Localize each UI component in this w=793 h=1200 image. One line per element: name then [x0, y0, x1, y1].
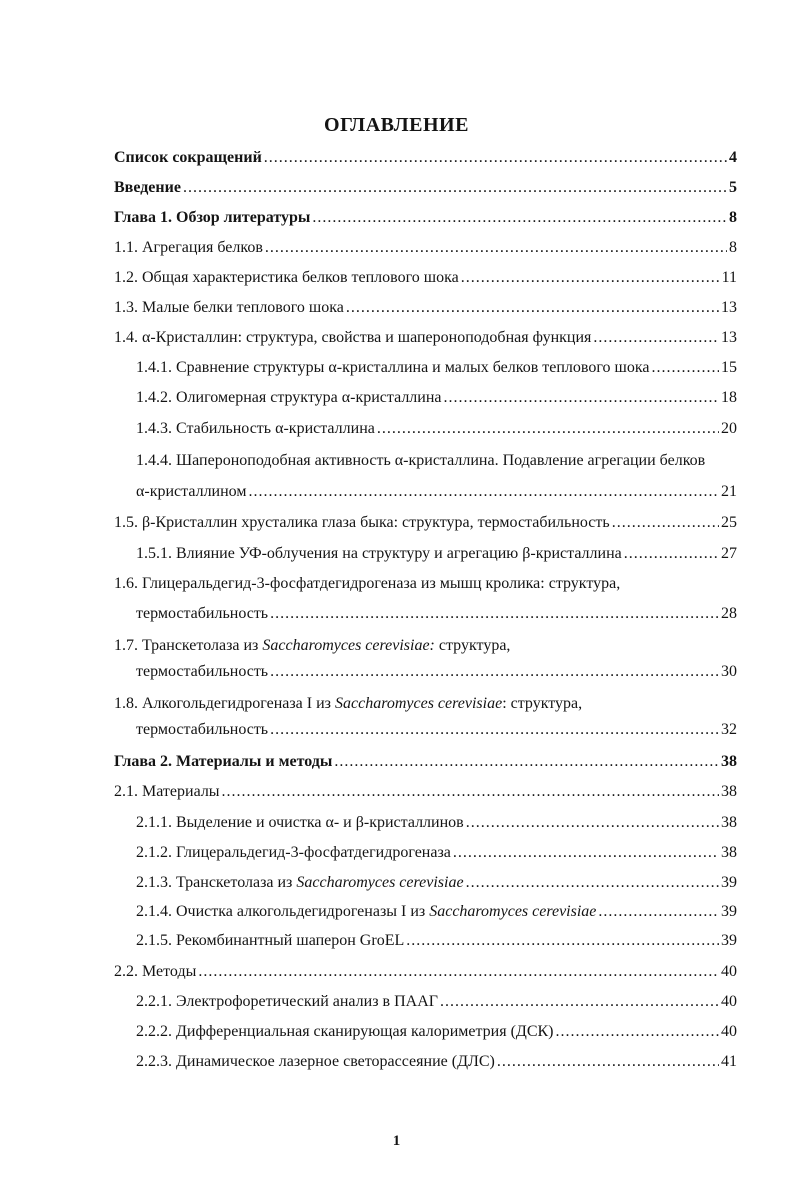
toc-page-number: 39 — [721, 932, 737, 949]
toc-entry — [114, 208, 737, 228]
toc-entry — [114, 513, 737, 533]
toc-entry-title: 2.2. Методы — [114, 963, 197, 980]
toc-leader-dots — [270, 720, 719, 740]
toc-page-number: 32 — [721, 721, 737, 738]
toc-leader-dots — [183, 178, 727, 198]
toc-leader-dots — [624, 544, 719, 564]
toc-entry-title: термостабильность — [136, 663, 269, 680]
toc-entry — [136, 813, 737, 833]
toc-entry-title: термостабильность — [136, 605, 269, 622]
toc-entry — [114, 752, 737, 772]
page-number: 1 — [392, 1133, 401, 1149]
toc-entry-title: Введение — [114, 179, 181, 196]
toc-entry-title: 1.5. β-Кристаллин хрусталика глаза быка: структура, термостабильность — [114, 514, 610, 531]
toc-entry-title: Глава 2. Материалы и методы — [114, 753, 333, 770]
toc-entry-title: 1.3. Малые белки теплового шока — [114, 299, 344, 316]
toc-page-number: 13 — [721, 329, 737, 346]
toc-page-number: 21 — [721, 483, 737, 500]
toc-entry — [136, 902, 737, 922]
toc-leader-dots — [497, 1052, 719, 1072]
toc-entry — [136, 544, 737, 564]
toc-entry-title: 2.2.2. Дифференциальная сканирующая калориметрия (ДСК) — [136, 1023, 554, 1040]
toc-entry-title: 2.1.3. Транскетолаза из Saccharomyces cerevisiae — [136, 874, 464, 891]
toc-leader-dots — [466, 813, 719, 833]
toc-entry — [136, 482, 737, 502]
toc-leader-dots — [598, 902, 719, 922]
toc-entry-title: 1.7. Транскетолаза из Saccharomyces cerevisiae: структура, — [114, 637, 511, 654]
toc-page-number: 25 — [721, 514, 737, 531]
toc-entry-title: 2.1.4. Очистка алкогольдегидрогеназы I из Saccharomyces cerevisiae — [136, 903, 597, 920]
toc-leader-dots — [264, 148, 727, 168]
toc-entry-title: 2.1.1. Выделение и очистка α- и β-кристаллинов — [136, 814, 464, 831]
toc-leader-dots — [270, 662, 719, 682]
toc-entry-title: 1.5.1. Влияние УФ-облучения на структуру и агрегацию β-кристаллина — [136, 545, 622, 562]
toc-page-number: 38 — [721, 783, 737, 800]
toc-page-number: 13 — [721, 299, 737, 316]
toc-page-number: 38 — [721, 753, 737, 770]
toc-page-number: 28 — [721, 605, 737, 622]
toc-entry — [114, 962, 737, 982]
toc-page-number: 39 — [721, 874, 737, 891]
toc-entry-title: 1.2. Общая характеристика белков теплового шока — [114, 269, 459, 286]
toc-leader-dots — [651, 358, 719, 378]
toc-entry — [136, 1022, 737, 1042]
toc-page-number: 40 — [721, 1023, 737, 1040]
toc-leader-dots — [265, 238, 727, 258]
toc-entry — [136, 1052, 737, 1072]
toc-page-number: 40 — [721, 993, 737, 1010]
toc-entry-title: 1.4.2. Олигомерная структура α-кристаллина — [136, 389, 442, 406]
toc-page-number: 38 — [721, 814, 737, 831]
toc-entry — [136, 419, 737, 439]
toc-entry-wrapped — [136, 451, 737, 471]
toc-leader-dots — [466, 873, 719, 893]
toc-leader-dots — [270, 604, 719, 624]
toc-entry-title: 2.1.2. Глицеральдегид-3-фосфатдегидрогеназа — [136, 844, 451, 861]
toc-entry — [136, 992, 737, 1012]
toc-entry-wrapped — [114, 574, 737, 594]
toc-entry-title: 2.1.5. Рекомбинантный шаперон GroEL — [136, 932, 405, 949]
toc-page-number: 27 — [721, 545, 737, 562]
toc-entry — [114, 268, 737, 288]
toc-leader-dots — [222, 782, 719, 802]
toc-entry — [136, 662, 737, 682]
toc-entry — [114, 148, 737, 168]
toc-leader-dots — [453, 843, 719, 863]
toc-entry-title: 1.4.4. Шапероноподобная активность α-кристаллина. Подавление агрегации белков — [136, 452, 706, 469]
toc-entry-title: термостабильность — [136, 721, 269, 738]
toc-entry — [114, 328, 737, 348]
toc-entry — [136, 358, 737, 378]
toc-leader-dots — [334, 752, 719, 772]
toc-entry-title: 1.8. Алкогольдегидрогеназа I из Saccharomyces cerevisiae: структура, — [114, 695, 583, 712]
toc-entry-title: 1.6. Глицеральдегид-3-фосфатдегидрогеназа из мышц кролика: структура, — [114, 575, 621, 592]
toc-entry-title: Список сокращений — [114, 149, 262, 166]
toc-entry — [136, 388, 737, 408]
toc-leader-dots — [440, 992, 719, 1012]
toc-entry — [136, 931, 737, 951]
toc-leader-dots — [593, 328, 719, 348]
toc-page-number: 8 — [729, 209, 737, 226]
toc-leader-dots — [461, 268, 720, 288]
toc-entry — [114, 298, 737, 318]
toc-entry — [136, 604, 737, 624]
toc-entry-title: 1.4.3. Стабильность α-кристаллина — [136, 420, 375, 437]
toc-leader-dots — [249, 482, 720, 502]
toc-entry — [114, 782, 737, 802]
toc-page-number: 41 — [721, 1053, 737, 1070]
toc-entry — [136, 843, 737, 863]
toc-leader-dots — [377, 419, 719, 439]
toc-page-number: 5 — [729, 179, 737, 196]
toc-entry-title: 2.2.3. Динамическое лазерное светорассеяние (ДЛС) — [136, 1053, 495, 1070]
toc-entry — [114, 238, 737, 258]
toc-leader-dots — [556, 1022, 719, 1042]
toc-entry-title: Глава 1. Обзор литературы — [114, 209, 311, 226]
toc-entry-wrapped — [114, 694, 737, 714]
toc-entry-title: 1.4. α-Кристаллин: структура, свойства и шапероноподобная функция — [114, 329, 592, 346]
toc-entry-wrapped — [114, 636, 737, 656]
toc-page-number: 30 — [721, 663, 737, 680]
toc-page-number: 4 — [729, 149, 737, 166]
toc-leader-dots — [346, 298, 719, 318]
toc-leader-dots — [312, 208, 727, 228]
toc-entry — [136, 873, 737, 893]
toc-page-number: 8 — [729, 239, 737, 256]
toc-page-number: 38 — [721, 844, 737, 861]
toc-page-number: 11 — [721, 269, 737, 286]
toc-entry — [114, 178, 737, 198]
toc-entry — [136, 720, 737, 740]
toc-page-number: 40 — [721, 963, 737, 980]
toc-leader-dots — [612, 513, 719, 533]
toc-entry-title: 1.1. Агрегация белков — [114, 239, 263, 256]
toc-entry-title: 2.1. Материалы — [114, 783, 220, 800]
toc-entry-title: 1.4.1. Сравнение структуры α-кристаллина и малых белков теплового шока — [136, 359, 650, 376]
toc-leader-dots — [198, 962, 719, 982]
page-title: ОГЛАВЛЕНИЕ — [324, 114, 469, 136]
toc-leader-dots — [444, 388, 719, 408]
toc-entry-title: 2.2.1. Электрофоретический анализ в ПААГ — [136, 993, 438, 1010]
toc-leader-dots — [406, 931, 719, 951]
toc-page-number: 15 — [721, 359, 737, 376]
toc-page-number: 39 — [721, 903, 737, 920]
toc-entry-title: α-кристаллином — [136, 483, 247, 500]
toc-page-number: 20 — [721, 420, 737, 437]
toc-page-number: 18 — [721, 389, 737, 406]
